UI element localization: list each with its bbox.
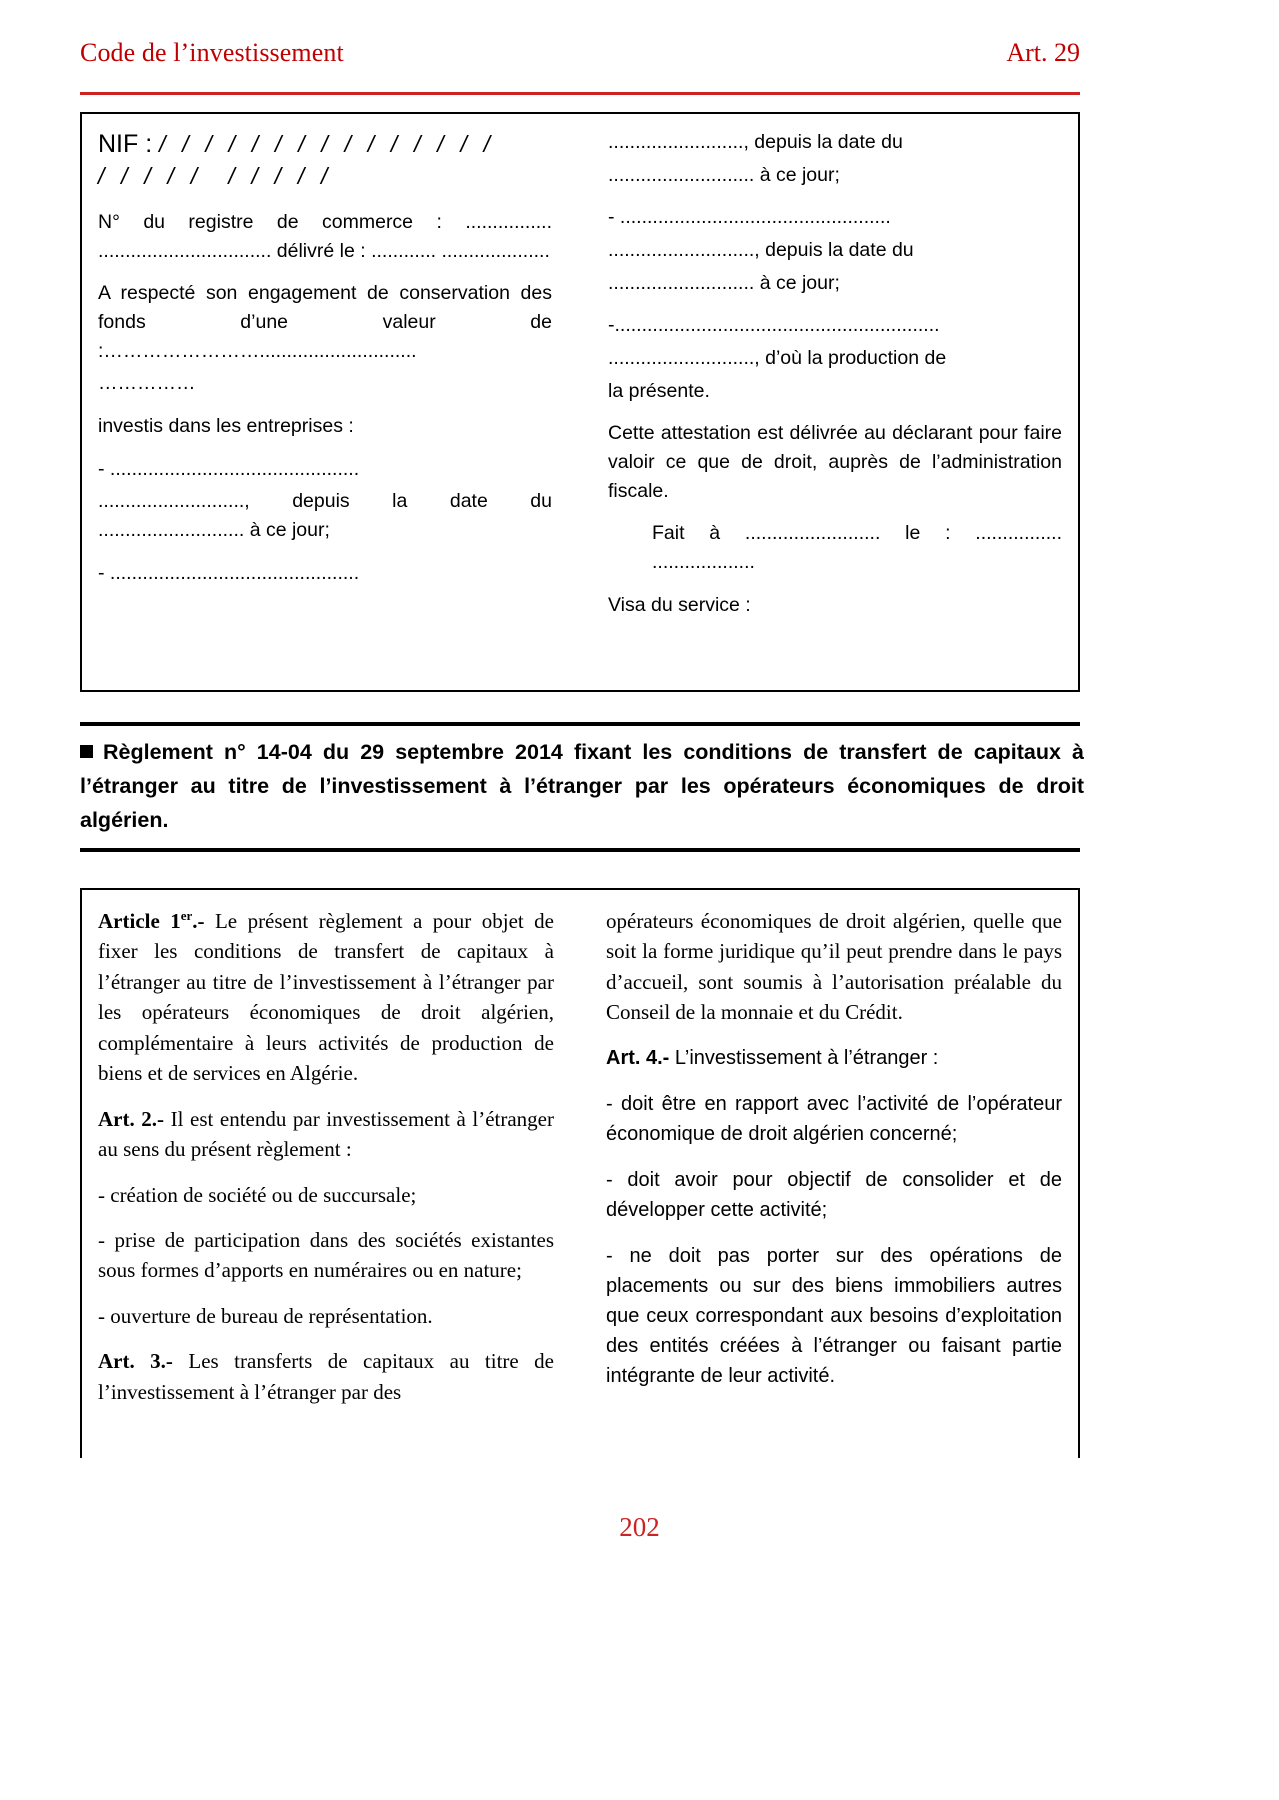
article-paragraph bbox=[98, 1104, 554, 1165]
article-body: opérateurs économiques de droit algérien, quelle que soit la forme juridique qu’il peut prendre dans le pays d’accueil, sont soumis à l’autorisation préalable du Conseil de la monnaie et du Crédit. bbox=[606, 909, 1062, 1025]
entreprise-item-1-line1: - .............................................. bbox=[98, 457, 360, 480]
header-rule bbox=[80, 92, 1080, 95]
article-paragraph bbox=[98, 1180, 554, 1210]
entreprise-item-1-line2: ..........................., depuis la date du ........................... à ce jour; bbox=[98, 490, 552, 541]
reglement-heading-text: Règlement n° 14-04 du 29 septembre 2014 fixant les conditions de transfert de capitaux à l’étranger au titre de l’investissement à l’étranger par les opérateurs économiques de droit algérien. bbox=[80, 740, 1084, 832]
visa-du-service-label: Visa du service : bbox=[608, 593, 751, 616]
article-paragraph bbox=[98, 1225, 554, 1286]
article-paragraph bbox=[606, 1089, 1062, 1149]
entreprise-item-4-line1: -............................................................ bbox=[608, 314, 940, 337]
entreprise-item-4-line2: ..........................., d’où la production de bbox=[608, 346, 947, 369]
continuation-line-2: ........................... à ce jour; bbox=[608, 163, 840, 186]
article-paragraph bbox=[606, 906, 1062, 1028]
page-number: 202 bbox=[619, 1512, 660, 1542]
engagement-dots-break: …………… bbox=[98, 372, 196, 395]
running-head bbox=[80, 38, 1080, 68]
investis-line: investis dans les entreprises : bbox=[98, 414, 354, 437]
running-head-title: Code de l’investissement bbox=[80, 38, 344, 67]
article-body: - doit avoir pour objectif de consolider et de développer cette activité; bbox=[606, 1168, 1062, 1221]
article-paragraph bbox=[606, 1043, 1062, 1073]
nif-slashes-line1: / / / / / / / / / / / / / / / bbox=[159, 131, 496, 157]
articles-columns bbox=[82, 890, 1078, 1407]
attestation-right-column bbox=[580, 128, 1062, 680]
article-body: - création de société ou de succursale; bbox=[98, 1182, 417, 1207]
attestation-left-column bbox=[98, 128, 580, 680]
registre-commerce-line: N° du registre de commerce : ................ ................................ délivré le : ............ .................... bbox=[98, 211, 552, 262]
entreprise-item-3-line1: - .................................................. bbox=[608, 206, 891, 229]
entreprise-item-3-line3: ........................... à ce jour; bbox=[608, 271, 840, 294]
article-label: Art. 2.- bbox=[98, 1106, 165, 1131]
article-body: Les transferts de capitaux au titre de l’investissement à l’étranger par des bbox=[98, 1349, 554, 1404]
article-paragraph bbox=[606, 1241, 1062, 1391]
bullet-square-icon bbox=[80, 745, 93, 758]
running-head-article: Art. 29 bbox=[1006, 38, 1080, 67]
articles-box bbox=[80, 888, 1080, 1458]
attestation-columns bbox=[82, 114, 1078, 690]
entreprise-item-4-line3: la présente. bbox=[608, 379, 710, 402]
article-paragraph bbox=[98, 1346, 554, 1407]
nif-field bbox=[98, 128, 552, 192]
article-body: - ouverture de bureau de représentation. bbox=[98, 1303, 433, 1328]
articles-left-column bbox=[98, 906, 580, 1407]
nif-label: NIF : bbox=[98, 130, 153, 158]
article-label-sup: er bbox=[180, 908, 193, 923]
continuation-line-1: ........................., depuis la date du bbox=[608, 131, 903, 153]
article-body: - ne doit pas porter sur des opérations de placements ou sur des biens immobiliers autres que ceux correspondant aux besoins d’exploitation des entités créées à l’étranger ou faisant partie intégrante de leur activité. bbox=[606, 1244, 1062, 1387]
nif-slashes-line2b: / / / / / bbox=[228, 163, 333, 189]
engagement-line: A respecté son engagement de conservation des fonds d’une valeur de :……………………............................. bbox=[98, 282, 552, 362]
article-paragraph bbox=[98, 1301, 554, 1331]
article-label: Art. 4.- bbox=[606, 1046, 670, 1069]
articles-right-column bbox=[580, 906, 1062, 1407]
article-body: - doit être en rapport avec l’activité de l’opérateur économique de droit algérien concerné; bbox=[606, 1092, 1062, 1145]
article-paragraph bbox=[606, 1165, 1062, 1225]
attestation-box bbox=[80, 112, 1080, 692]
entreprise-item-2-line1: - .............................................. bbox=[98, 561, 360, 584]
entreprise-item-3-line2: ..........................., depuis la date du bbox=[608, 238, 914, 261]
article-label-tail: .- bbox=[192, 909, 205, 933]
reglement-rule-top bbox=[80, 722, 1080, 726]
article-body: Le présent règlement a pour objet de fixer les conditions de transfert de capitaux à l’étranger au titre de l’investissement à l’étranger par les opérateurs économiques de droit algérien, complémentaire à leurs activités de production de biens et de services en Algérie. bbox=[98, 909, 554, 1086]
nif-slashes-line2a: / / / / / bbox=[98, 163, 203, 189]
reglement-heading bbox=[80, 736, 1084, 838]
article-body: Il est entendu par investissement à l’étranger au sens du présent règlement : bbox=[98, 1106, 554, 1162]
attestation-statement: Cette attestation est délivrée au déclarant pour faire valoir ce que de droit, auprès de l’administration fiscale. bbox=[608, 422, 1062, 502]
article-paragraph bbox=[98, 906, 554, 1089]
reglement-rule-bottom bbox=[80, 848, 1080, 852]
article-label: Art. 3.- bbox=[98, 1349, 173, 1374]
article-body: L’investissement à l’étranger : bbox=[669, 1046, 939, 1069]
article-body: - prise de participation dans des sociétés existantes sous formes d’apports en numéraires ou en nature; bbox=[98, 1227, 554, 1283]
fait-a-line: Fait à ......................... le : ................ ................... bbox=[652, 522, 1062, 573]
article-label: Article 1 bbox=[98, 909, 181, 933]
